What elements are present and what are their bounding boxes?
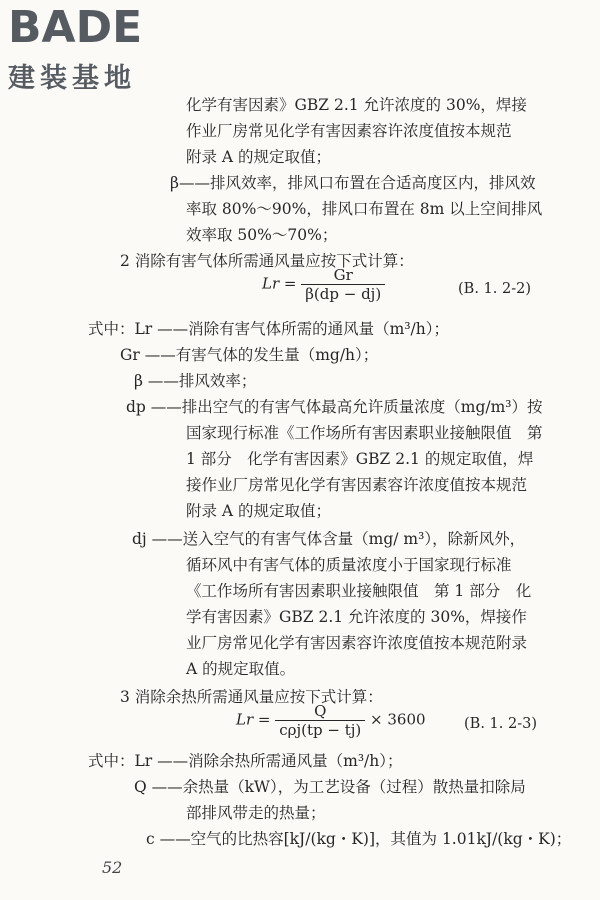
- text-line: Q ——余热量（kW），为工艺设备（过程）散热量扣除局: [134, 778, 526, 796]
- text-line: 接作业厂房常见化学有害因素容许浓度值按本规范: [186, 476, 528, 494]
- eq-denominator: cρj(tp − tj): [279, 721, 362, 739]
- text-line: 附录 A 的规定取值；: [186, 148, 332, 166]
- eq-numerator: Gr: [301, 266, 385, 285]
- logo-wordmark: BADE: [8, 2, 143, 53]
- equation-number: (B. 1. 2-2): [458, 281, 531, 297]
- text-line: 循环风中有害气体的质量浓度小于国家现行标准: [186, 556, 512, 574]
- text-line: 附录 A 的规定取值；: [186, 502, 332, 520]
- text-line: 《工作场所有害因素职业接触限值 第 1 部分 化: [186, 582, 532, 600]
- eq-denominator: β(dp − dj): [305, 285, 382, 303]
- text-line: 部排风带走的热量；: [186, 804, 326, 822]
- text-line: c ——空气的比热容[kJ/(kg・K)]，其值为 1.01kJ/(kg・K)；: [146, 830, 572, 848]
- text-line: 国家现行标准《工作场所有害因素职业接触限值 第: [186, 424, 543, 442]
- text-line: 学有害因素》GBZ 2.1 允许浓度的 30%，焊接作: [186, 608, 527, 626]
- eq-fraction: [275, 702, 365, 739]
- text-line: 式中：Lr ——消除余热所需通风量（m³/h）；: [88, 752, 403, 770]
- clause-heading: 3 消除余热所需通风量应按下式计算：: [120, 688, 383, 706]
- eq-lhs: Lr =: [236, 710, 271, 729]
- text-line: Gr ——有害气体的发生量（mg/h）；: [120, 346, 379, 364]
- text-line: β——排风效率，排风口布置在合适高度区内，排风效: [170, 174, 536, 192]
- text-line: 化学有害因素》GBZ 2.1 允许浓度的 30%，焊接: [186, 96, 527, 114]
- text-line: dp ——排出空气的有害气体最高允许质量浓度（mg/m³）按: [126, 398, 543, 416]
- text-line: dj ——送入空气的有害气体含量（mg/ m³），除新风外，: [132, 530, 526, 548]
- eq-numerator: Q: [275, 702, 365, 721]
- bade-logo: [4, 2, 184, 92]
- eq-lhs: Lr =: [262, 274, 297, 293]
- text-line: β ——排风效率；: [134, 372, 257, 390]
- eq-multiplier: × 3600: [370, 710, 426, 729]
- logo-subtitle: 建装基地: [8, 63, 136, 94]
- text-line: 式中：Lr ——消除有害气体所需的通风量（m³/h）；: [88, 320, 449, 338]
- text-line: 业厂房常见化学有害因素容许浓度值按本规范附录: [186, 634, 528, 652]
- eq-fraction: [301, 266, 385, 303]
- text-line: 效率取 50%～70%；: [186, 226, 338, 244]
- text-line: A 的规定取值。: [186, 660, 296, 678]
- equation-b122: [262, 266, 385, 303]
- text-line: 率取 80%～90%，排风口布置在 8m 以上空间排风: [186, 200, 543, 218]
- text-line: 1 部分 化学有害因素》GBZ 2.1 的规定取值，焊: [186, 450, 534, 468]
- text-line: 作业厂房常见化学有害因素容许浓度值按本规范: [186, 122, 512, 140]
- equation-number: (B. 1. 2-3): [464, 716, 537, 732]
- clause-heading: 2 消除有害气体所需通风量应按下式计算：: [120, 252, 414, 270]
- equation-b123: [236, 702, 426, 739]
- page-number: 52: [102, 858, 123, 877]
